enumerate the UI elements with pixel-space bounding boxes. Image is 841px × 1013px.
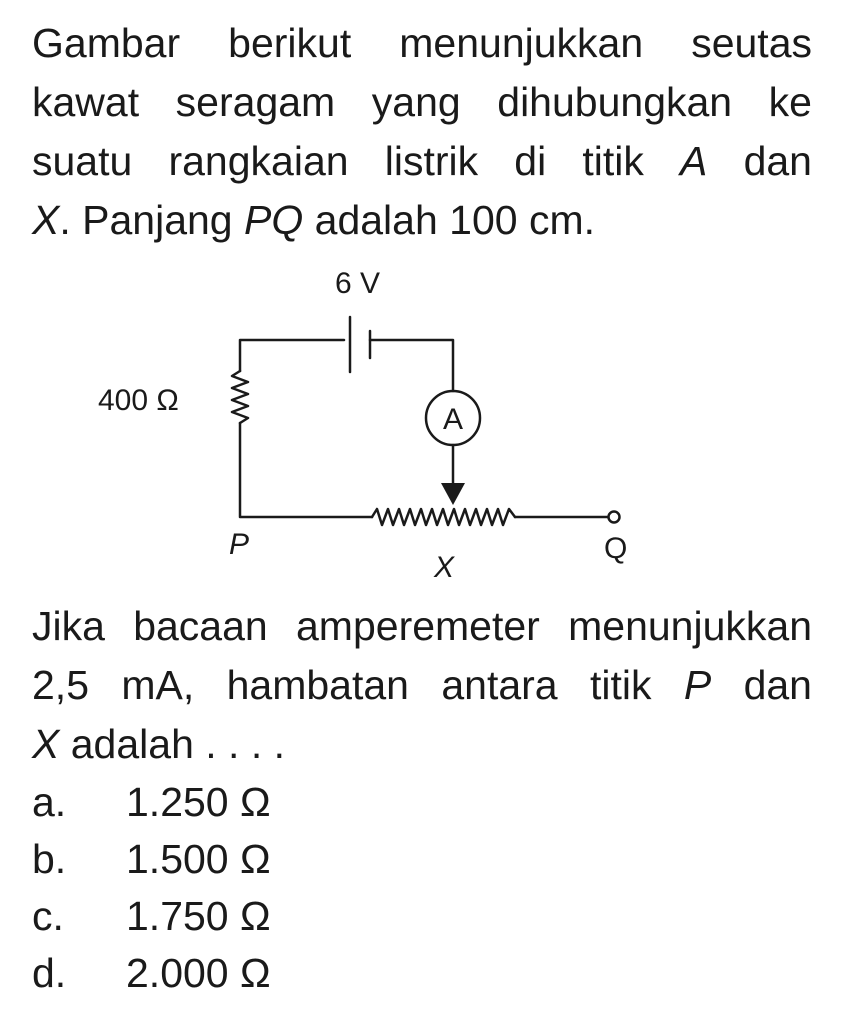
question-line-1: Jika bacaan amperemeter menunjukkan (32, 603, 812, 649)
option-text: 1.750 Ω (126, 893, 271, 939)
intro-line-3-text: suatu rangkaian listrik di titik (32, 138, 681, 184)
option-letter: c. (32, 893, 64, 939)
option-text: 1.250 Ω (126, 779, 271, 825)
point-x-diagram-label: X (434, 551, 455, 584)
question-line-2 (32, 656, 812, 715)
option-text: 2.000 Ω (126, 950, 271, 996)
circuit-diagram (0, 255, 841, 595)
intro-line-3-end: dan (707, 138, 812, 184)
wire-top-left (240, 340, 344, 371)
option-c[interactable] (32, 887, 271, 946)
point-q-label: Q (604, 532, 628, 565)
resistor-label: 400 Ω (98, 384, 179, 417)
slider-arrow-icon (441, 483, 465, 505)
question-paragraph (32, 597, 812, 774)
intro-paragraph (32, 14, 812, 250)
option-letter: a. (32, 779, 67, 825)
ammeter-symbol-label: A (442, 403, 464, 436)
intro-line-1: Gambar berikut menunjukkan seutas (32, 20, 812, 66)
terminal-q (609, 512, 620, 523)
question-line-3 (32, 715, 812, 774)
question-line-3-text: adalah . . . . (59, 721, 285, 767)
wire-top-right (370, 340, 453, 391)
question-point-p: P (683, 662, 712, 708)
option-b[interactable] (32, 830, 271, 889)
intro-line-2: kawat seragam yang dihubungkan ke (32, 79, 812, 125)
option-letter: b. (32, 836, 67, 882)
option-text: 1.500 Ω (126, 836, 271, 882)
option-a[interactable] (32, 773, 271, 832)
point-p-label: P (229, 528, 250, 561)
intro-line-4-end: adalah 100 cm. (303, 197, 595, 243)
uniform-wire-zigzag (372, 509, 515, 525)
question-line-2-end: dan (711, 662, 812, 708)
question-point-x: X (32, 721, 60, 767)
option-d[interactable] (32, 944, 271, 1003)
intro-line-3 (32, 132, 812, 191)
segment-pq-label: PQ (244, 197, 304, 243)
wire-left-bottom (240, 423, 372, 517)
intro-line-4-text: . Panjang (59, 197, 244, 243)
intro-line-4 (32, 191, 812, 250)
point-a-label: A (680, 138, 708, 184)
resistor-400-zigzag (232, 371, 248, 423)
battery-label: 6 V (335, 267, 381, 300)
point-x-label: X (32, 197, 60, 243)
option-letter: d. (32, 950, 67, 996)
question-line-2-text: 2,5 mA, hambatan antara titik (32, 662, 684, 708)
